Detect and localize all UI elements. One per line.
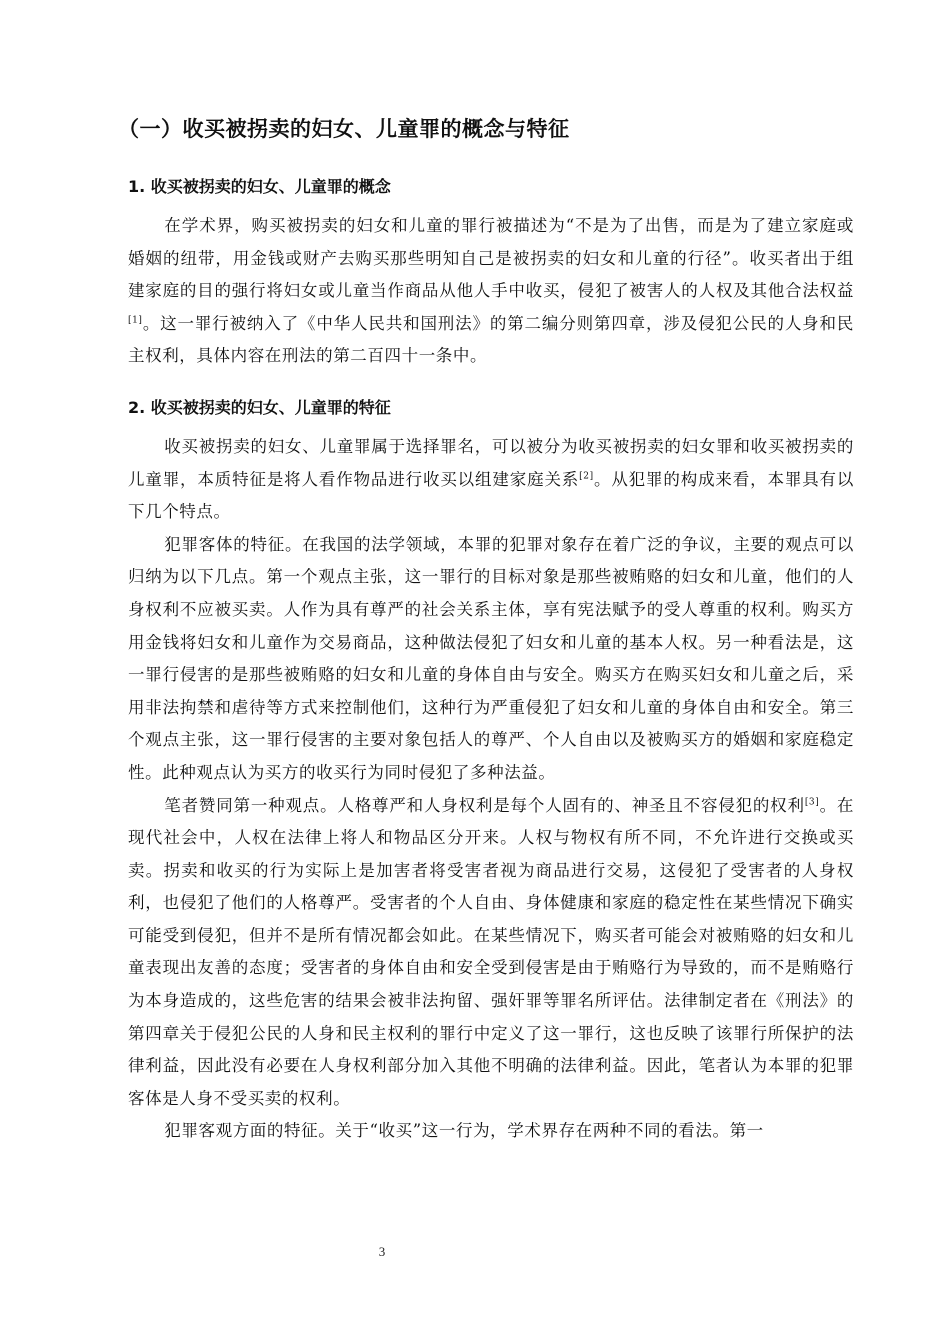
page-number: 3 bbox=[378, 1244, 386, 1259]
paragraph-features-intro bbox=[128, 431, 854, 529]
citation-ref: [1] bbox=[128, 315, 143, 326]
subsection-title-concept: 1. 收买被拐卖的妇女、儿童罪的概念 bbox=[128, 177, 391, 196]
paragraph-text: 犯罪客观方面的特征。关于“收买”这一行为，学术界存在两种不同的看法。第一 bbox=[164, 1121, 764, 1141]
subsection-title-features: 2. 收买被拐卖的妇女、儿童罪的特征 bbox=[128, 397, 391, 417]
paragraph-text: 笔者赞同第一种观点。人格尊严和人身权利是每个人固有的、神圣且不容侵犯的权利 bbox=[164, 795, 805, 815]
citation-ref: [3] bbox=[804, 797, 820, 807]
page-content bbox=[118, 112, 854, 1148]
paragraph-text: 收买被拐卖的妇女、儿童罪属于选择罪名，可以被分为收买被拐卖的妇女罪和收买被拐卖的儿童罪，本质特征是将人看作物品进行收买以组建家庭关系 bbox=[128, 436, 854, 489]
paragraph-author-view bbox=[128, 790, 854, 1116]
paragraph-concept bbox=[128, 210, 854, 373]
paragraph-text: 。在现代社会中，人权在法律上将人和物品区分开来。人权与物权有所不同，不允许进行交换或买卖。拐卖和收买的行为实际上是加害者将受害者视为商品进行交易，这侵犯了受害者的人身权利，也侵犯了他们的人格尊严。受害者的个人自由、身体健康和家庭的稳定性在某些情况下确实可能受到侵犯，但并不是所有情况都会如此。在某些情况下，购买者可能会对被贿赂的妇女和儿童表现出友善的态度；受害者的身体自由和安全受到侵害是由于贿赂行为导致的，而不是贿赂行为本身造成的，这些危害的结果会被非法拘留、强奸罪等罪名所评估。法律制定者在《刑法》的第四章关于侵犯公民的人身和民主权利的罪行中定义了这一罪行，这也反映了该罪行所保护的法律利益，因此没有必要在人身权利部分加入其他不明确的法律利益。因此，笔者认为本罪的犯罪客体是人身不受买卖的权利。 bbox=[128, 795, 854, 1108]
paragraph-objective-features bbox=[128, 1115, 854, 1148]
paragraph-text: 犯罪客体的特征。在我国的法学领域，本罪的犯罪对象存在着广泛的争议，主要的观点可以归纳为以下几点。第一个观点主张，这一罪行的目标对象是那些被贿赂的妇女和儿童，他们的人身权利不应被买卖。人作为具有尊严的社会关系主体，享有宪法赋予的受人尊重的权利。购买方用金钱将妇女和儿童作为交易商品，这种做法侵犯了妇女和儿童的基本人权。另一种看法是，这一罪行侵害的是那些被贿赂的妇女和儿童的身体自由与安全。购买方在购买妇女和儿童之后，采用非法拘禁和虐待等方式来控制他们，这种行为严重侵犯了妇女和儿童的身体自由和安全。第三个观点主张，这一罪行侵害的主要对象包括人的尊严、个人自由以及被购买方的婚姻和家庭稳定性。此种观点认为买方的收买行为同时侵犯了多种法益。 bbox=[128, 534, 854, 782]
paragraph-text: 。这一罪行被纳入了《中华人民共和国刑法》的第二编分则第四章，涉及侵犯公民的人身和民主权利，具体内容在刑法的第二百四十一条中。 bbox=[128, 313, 854, 366]
paragraph-text: 在学术界，购买被拐卖的妇女和儿童的罪行被描述为“不是为了出售，而是为了建立家庭或婚姻的纽带，用金钱或财产去购买那些明知自己是被拐卖的妇女和儿童的行径”。收买者出于组建家庭的目的强行将妇女或儿童当作商品从他人手中收买，侵犯了被害人的人权及其他合法权益 bbox=[128, 216, 854, 301]
citation-ref: [2] bbox=[579, 471, 594, 482]
paragraph-object-features bbox=[128, 529, 854, 790]
paragraph-text: 。从犯罪的构成来看，本罪具有以下几个特点。 bbox=[128, 469, 854, 522]
section-title: （一）收买被拐卖的妇女、儿童罪的概念与特征 bbox=[118, 117, 570, 141]
